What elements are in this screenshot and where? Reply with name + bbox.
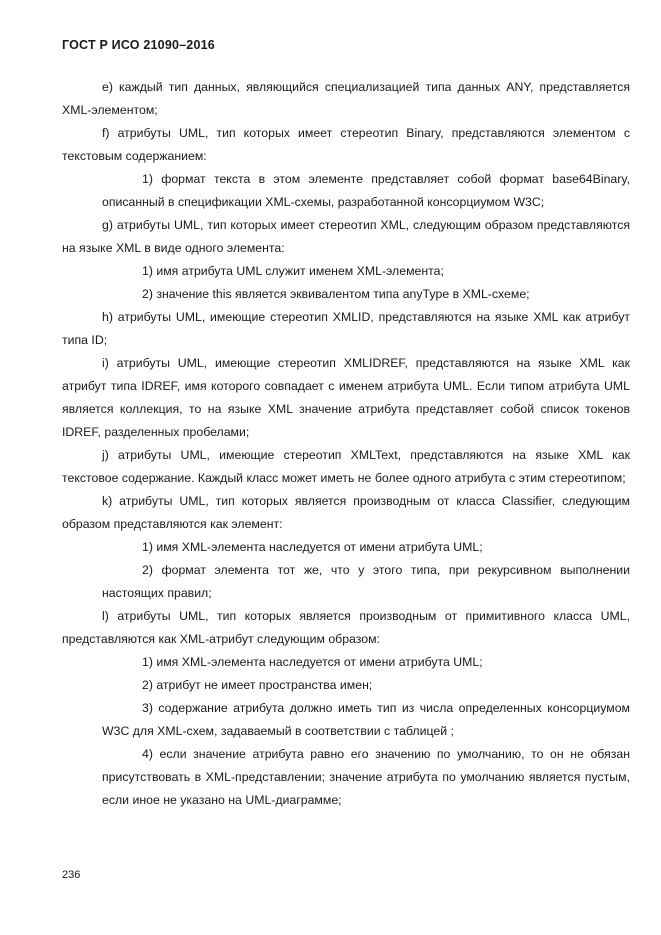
list-item-i: i) атрибуты UML, имеющие стереотип XMLIDREF, представляются на языке XML как атрибут типа IDREF, имя которого совпадает с именем атрибута UML. Если типом атрибута UML является коллекция, то на языке XML значение атрибута представляет собой список токенов IDREF, разделенных пробелами; [62, 356, 630, 439]
sub-item: 2) значение this является эквивалентом типа anyType в XML-схеме; [142, 287, 530, 301]
sub-item: 2) атрибут не имеет пространства имен; [142, 678, 373, 692]
list-item-g: g) атрибуты UML, тип которых имеет стереотип XML, следующим образом представляются на языке XML в виде одного элемента: [62, 218, 630, 255]
sub-item: 1) имя атрибута UML служит именем XML-элемента; [142, 264, 444, 278]
list-item-f: f) атрибуты UML, тип которых имеет стереотип Binary, представляются элементом с текстовым содержанием: [62, 126, 630, 163]
document-body [62, 76, 630, 812]
sub-item: 3) содержание атрибута должно иметь тип из числа определенных консорциумом W3C для XML-схем, задаваемый в соответствии с таблицей ; [102, 701, 630, 738]
document-header: ГОСТ Р ИСО 21090–2016 [62, 38, 215, 52]
list-item-j: j) атрибуты UML, имеющие стереотип XMLText, представляются на языке XML как текстовое содержание. Каждый класс может иметь не более одного атрибута с этим стереотипом; [62, 448, 630, 485]
list-item-k: k) атрибуты UML, тип которых является производным от класса Classifier, следующим образом представляются как элемент: [62, 494, 630, 531]
page-number: 236 [62, 869, 81, 881]
sub-item: 2) формат элемента тот же, что у этого типа, при рекурсивном выполнении настоящих правил; [102, 563, 630, 600]
list-item-e: e) каждый тип данных, являющийся специализацией типа данных ANY, представляется XML-элементом; [62, 80, 630, 117]
sub-item: 4) если значение атрибута равно его значению по умолчанию, то он не обязан присутствовать в XML-представлении; значение атрибута по умолчанию является пустым, если иное не указано на UML-диаграмме; [102, 747, 630, 807]
sub-item: 1) имя XML-элемента наследуется от имени атрибута UML; [142, 655, 483, 669]
list-item-h: h) атрибуты UML, имеющие стереотип XMLID, представляются на языке XML как атрибут типа ID; [62, 310, 630, 347]
sub-item: 1) формат текста в этом элементе представляет собой формат base64Binary, описанный в спецификации XML-схемы, разработанной консорциумом W3C; [102, 172, 630, 209]
list-item-l: l) атрибуты UML, тип которых является производным от примитивного класса UML, представляются как XML-атрибут следующим образом: [62, 609, 630, 646]
sub-item: 1) имя XML-элемента наследуется от имени атрибута UML; [142, 540, 483, 554]
